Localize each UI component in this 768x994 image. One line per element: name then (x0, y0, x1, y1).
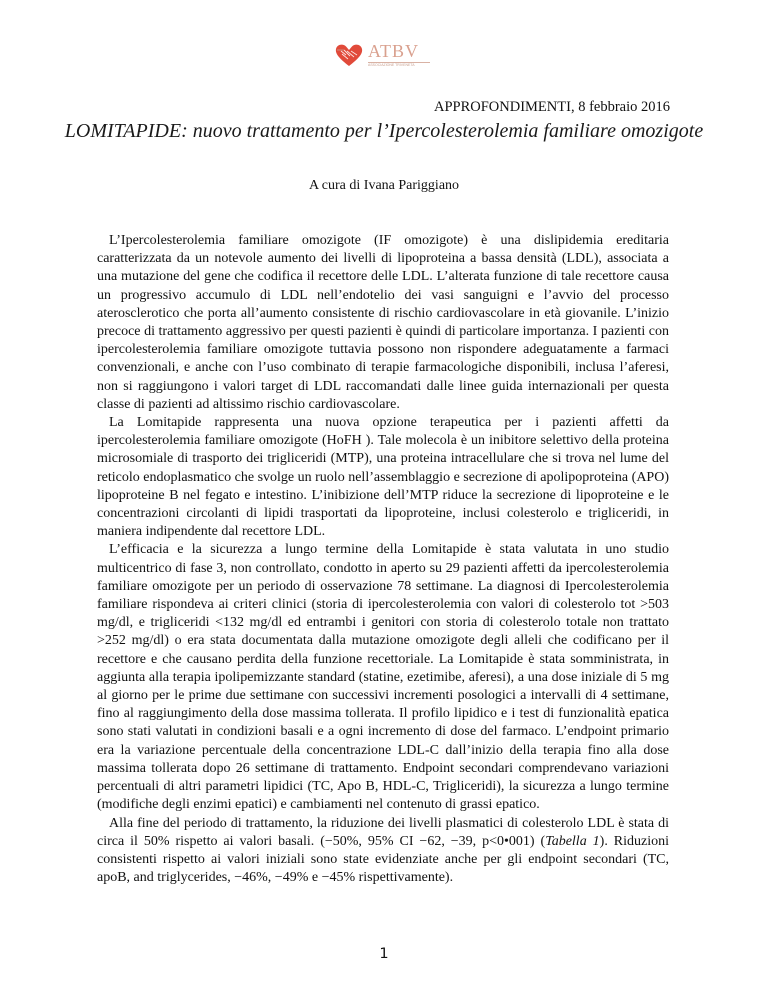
article-title (0, 120, 768, 143)
logo-tagline: ASSOCIAZIONE TRIVENETA (368, 62, 430, 68)
article-body (97, 232, 669, 887)
table-reference: Tabella 1 (545, 833, 600, 849)
heart-logo-icon (334, 42, 364, 68)
atbv-logo (334, 40, 430, 70)
paragraph-last (97, 815, 669, 888)
paragraph-text: ). Riduzioni consistenti rispetto ai valori iniziali sono state evidenziate anche per gli endpoint secondari (TC, apoB, and triglycerides, −46%, −49% e −45% rispettivamente). (97, 833, 669, 886)
logo-brand-text: ATBV (368, 41, 420, 62)
paragraph: L’Ipercolesterolemia familiare omozigote (IF omozigote) è una dislipidemia ereditaria caratterizzata da un notevole aumento dei livelli di lipoproteina a bassa densità (LDL), associata a una mutazione del gene che codifica il recettore delle LDL. L’alterata funzione di tale recettore causa un progressivo accumulo di LDL nell’endotelio dei vasi sanguigni e l’avvio del processo aterosclerotico che porta all’aumento consistente di rischio cardiovascolare in età giovanile. L’inizio precoce di trattamento aggressivo per questi pazienti è quindi di particolare importanza. I pazienti con ipercolesterolemia familiare omozigote tuttavia possono non rispondere adeguatamente a farmaci convenzionali, e anche con l’uso combinato di terapie farmacologiche disponibili, inclusa l’aferesi, non si raggiungono i valori target di LDL raccomandati dalle linee guida internazionali per questa classe di pazienti ad altissimo rischio cardiovascolare. (97, 233, 669, 412)
page-number: 1 (379, 946, 389, 962)
section-date-header: APPROFONDIMENTI, 8 febbraio 2016 (433, 99, 670, 115)
title-subtitle: : nuovo trattamento per l’Ipercolesterolemia familiare omozigote (181, 120, 704, 142)
paragraph-text: Alla fine del periodo di trattamento, la riduzione dei livelli plasmatici di colesterolo LDL è stata di circa il 50% rispetto ai valori basali. (−50%, 95% CI −62, −39, p<0•001) ( (97, 815, 669, 849)
author-line: A cura di Ivana Pariggiano (308, 178, 460, 193)
title-drug-name: LOMITAPIDE (64, 120, 182, 142)
paragraph: L’efficacia e la sicurezza a lungo termine della Lomitapide è stata valutata in uno studio multicentrico di fase 3, non controllato, condotto in aperto su 29 pazienti affetti da ipercolesterolemia familiare omozigote per un periodo di osservazione 78 settimane. La diagnosi di Ipercolesterolemia familiare rispondeva ai criteri clinici (storia di ipercolesterolemia con valori di colesterolo tot >503 mg/dl, e trigliceridi <132 mg/dl ed entrambi i genitori con storia di colesterolo totale non trattato >252 mg/dl) o era stata documentata dalla mutazione omozigote degli alleli che codificano per il recettore e che causano perdita della funzione recettoriale. La Lomitapide è stata somministrata, in aggiunta alla terapia ipolipemizzante standard (statine, ezetimibe, aferesi), a una dose iniziale di 5 mg al giorno per le prime due settimane con successivi incrementi posologici a intervalli di 4 settimane, fino al raggiungimento della dose massima tollerata. Il profilo lipidico e i test di funzionalità epatica sono stati valutati in condizioni basali e a ogni incremento di dose del farmaco. L’endpoint primario era la variazione percentuale della concentrazione LDL-C dall’inizio della terapia fino alla dose massima tollerata dopo 26 settimane di trattamento. Endpoint secondari comprendevano variazioni percentuali di altri parametri lipidici (TC, Apo B, HDL-C, Trigliceridi), la sicurezza a lungo termine (modifiche degli enzimi epatici) e cambiamenti nel contenuto di grassi epatico. (97, 542, 669, 813)
paragraph: La Lomitapide rappresenta una nuova opzione terapeutica per i pazienti affetti da ipercolesterolemia familiare omozigote (HoFH ). Tale molecola è un inibitore selettivo della proteina microsomiale di trasporto dei trigliceridi (MTP), una proteina intracellulare che si trova nel lume del reticolo endoplasmatico che svolge un ruolo nell’assemblaggio e secrezione di apolipoproteina (APO) lipoproteine B nel fegato e intestino. L’inibizione dell’MTP riduce la secrezione di lipoproteine e le concentrazioni circolanti di lipidi trasportati da lipoproteine, inclusi colesterolo e trigliceridi, in maniera indipendente dal recettore LDL. (97, 415, 669, 540)
